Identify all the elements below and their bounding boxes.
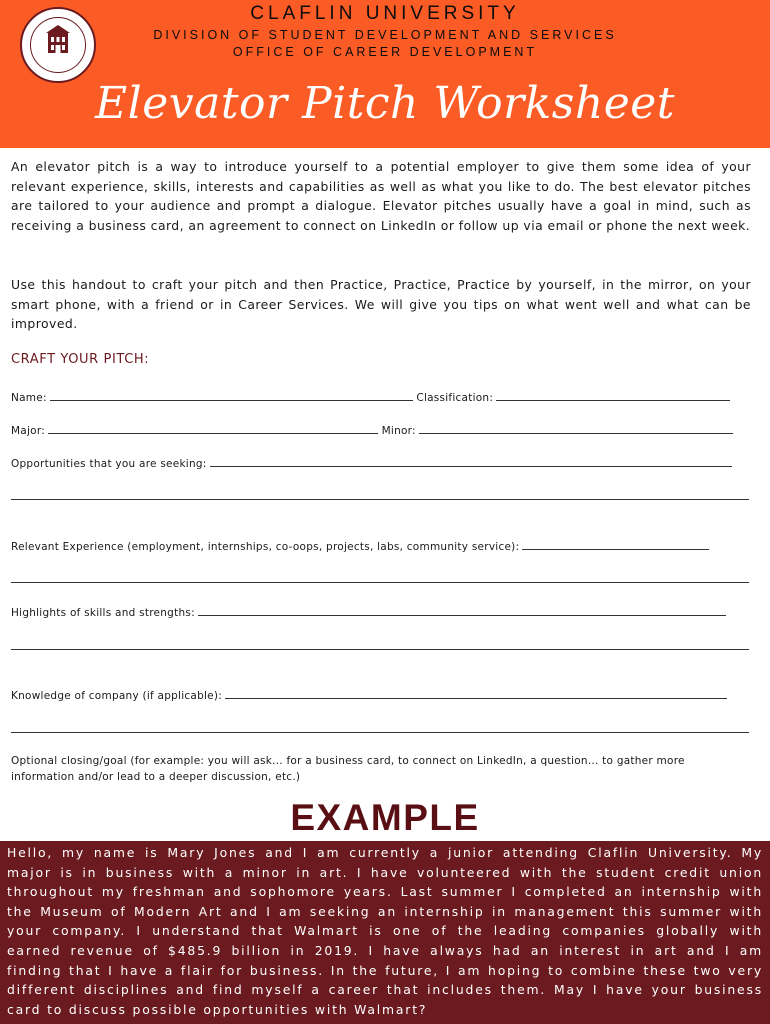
example-box: [0, 841, 770, 1024]
opportunities-field[interactable]: [210, 457, 732, 467]
name-row: [11, 391, 730, 404]
office-name: OFFICE OF CAREER DEVELOPMENT: [232, 45, 538, 59]
closing-line-1: Optional closing/goal (for example: you will ask... for a business card, to connect on LinkedIn, a question... to gather more: [11, 755, 685, 767]
intro-paragraph-2: Use this handout to craft your pitch and then Practice, Practice, Practice by yourself, in the mirror, on your smart phone, with a friend or in Career Services. We will give you tips on what went well and what can be improved.: [11, 277, 751, 331]
minor-field[interactable]: [419, 424, 733, 434]
classification-label: Classification:: [416, 392, 494, 404]
major-row: [11, 424, 733, 437]
craft-heading: CRAFT YOUR PITCH:: [11, 352, 150, 367]
major-label: Major:: [11, 425, 46, 437]
experience-line-2[interactable]: [11, 582, 749, 583]
skills-label: Highlights of skills and strengths:: [11, 607, 195, 619]
closing-line-2: information and/or lead to a deeper discussion, etc.): [11, 771, 301, 783]
division-name: DIVISION OF STUDENT DEVELOPMENT AND SERVICES: [153, 28, 617, 42]
skills-line-2[interactable]: [11, 649, 749, 650]
university-name: CLAFLIN UNIVERSITY: [250, 3, 520, 24]
experience-row: [11, 540, 709, 553]
major-field[interactable]: [48, 424, 378, 434]
minor-label: Minor:: [381, 425, 416, 437]
knowledge-row: [11, 689, 727, 702]
header-banner: [0, 0, 770, 148]
knowledge-field[interactable]: [225, 689, 727, 699]
name-field[interactable]: [50, 391, 413, 401]
name-label: Name:: [11, 392, 47, 404]
opportunities-row: [11, 457, 732, 470]
example-heading: EXAMPLE: [290, 797, 480, 838]
knowledge-label: Knowledge of company (if applicable):: [11, 690, 223, 702]
knowledge-line-2[interactable]: [11, 732, 749, 733]
experience-field[interactable]: [522, 540, 709, 550]
classification-field[interactable]: [496, 391, 730, 401]
opportunities-line-2[interactable]: [11, 499, 749, 500]
skills-field[interactable]: [198, 606, 726, 616]
opportunities-label: Opportunities that you are seeking:: [11, 458, 207, 470]
skills-row: [11, 606, 726, 619]
intro-paragraph-1: An elevator pitch is a way to introduce yourself to a potential employer to give them some idea of your relevant experience, skills, interests and capabilities as well as what you like to do. The best elevator pitches are tailored to your audience and prompt a dialogue. Elevator pitches usually have a goal in mind, such as receiving a business card, an agreement to connect on LinkedIn or follow up via email or phone the next week.: [11, 159, 751, 233]
experience-label: Relevant Experience (employment, internships, co-oops, projects, labs, community service):: [11, 541, 520, 553]
example-text: Hello, my name is Mary Jones and I am currently a junior attending Claflin University. My major is in business with a minor in art. I have volunteered with the student credit union throughout my freshman and sophomore years. Last summer I completed an internship with the Museum of Modern Art and I am seeking an internship in management this summer with your company. I understand that Walmart is one of the leading companies globally with earned revenue of $485.9 billion in 2019. I have always had an interest in art and I am finding that I have a flair for business. In the future, I am hoping to combine these two very different disciplines and find myself a career that includes them. May I have your business card to discuss possible opportunities with Walmart?: [7, 845, 763, 1017]
worksheet-title: Elevator Pitch Worksheet: [95, 78, 675, 129]
